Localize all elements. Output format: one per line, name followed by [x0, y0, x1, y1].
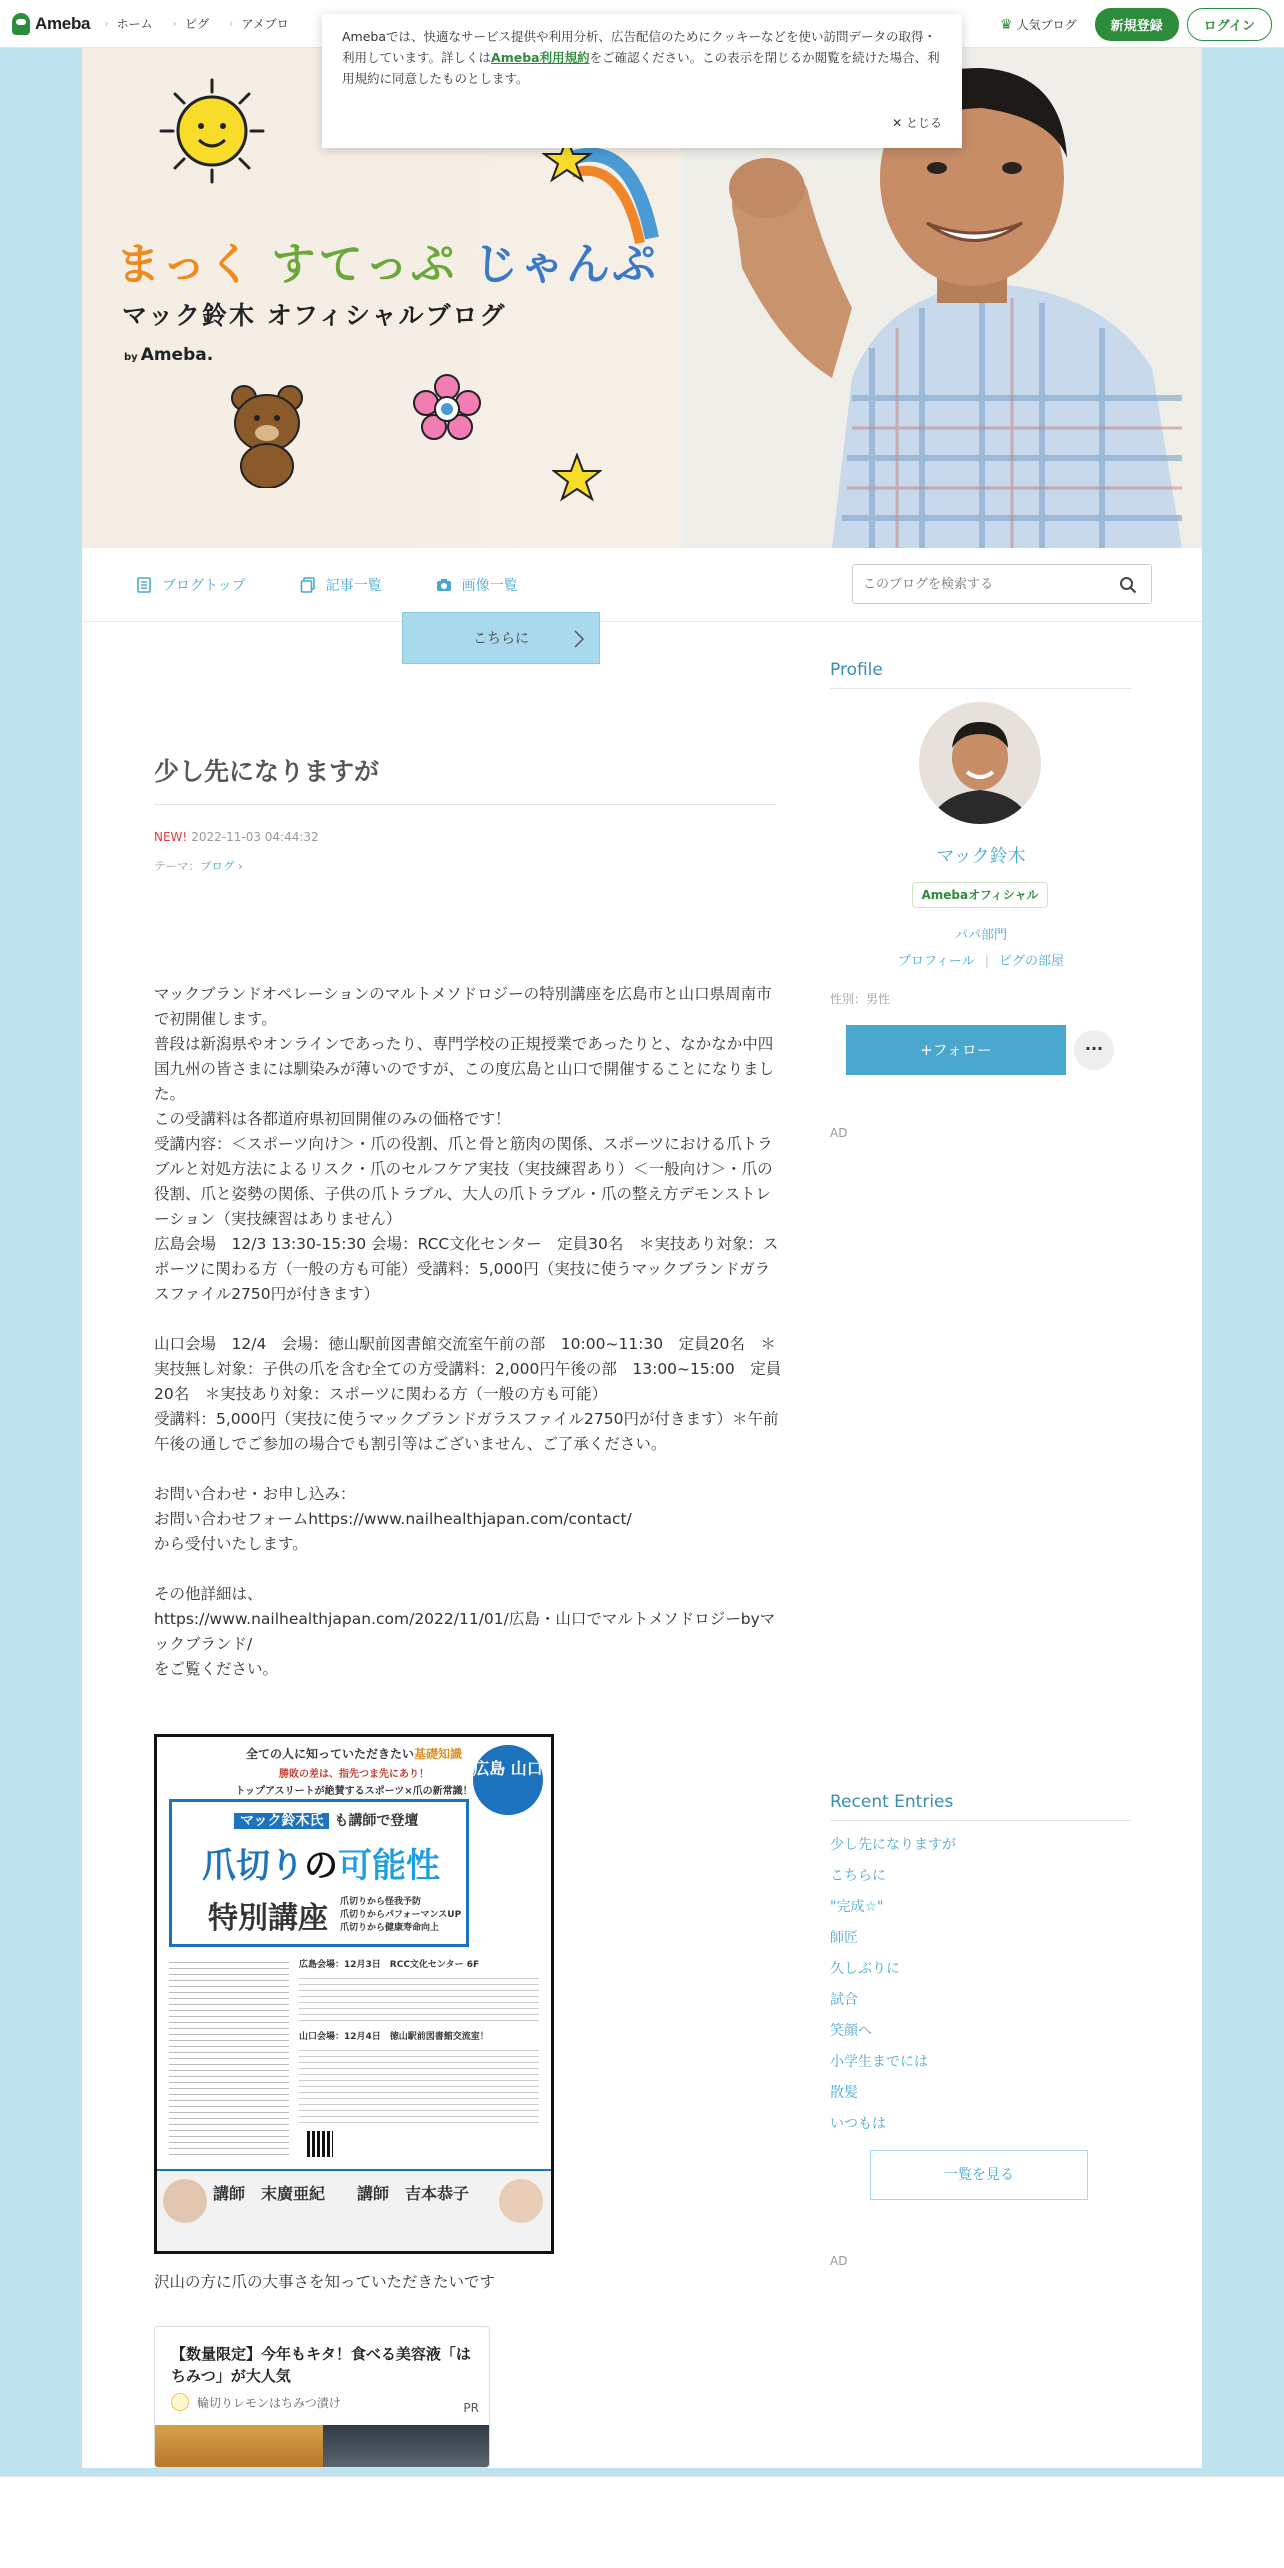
global-nav-home[interactable] [104, 15, 152, 32]
flyer-speaker [234, 1810, 466, 1830]
blog-top-label: ブログトップ [162, 577, 246, 594]
terms-link[interactable]: Ameba利用規約 [491, 50, 590, 65]
recent-entry[interactable]: こちらに [830, 1868, 886, 1884]
ad-title: 【数量限定】今年もキタ！食べる美容液「はちみつ」が大人気 [171, 2345, 471, 2385]
content-area [82, 48, 1202, 2468]
flyer-top-text: 全ての人に知っていただきたい [245, 1747, 414, 1761]
recent-entry[interactable]: 試合 [830, 1992, 858, 2008]
date-text: 2022-11-03 04:44:32 [191, 830, 319, 844]
follow-button[interactable]: +フォロー [846, 1025, 1066, 1075]
recent-entry[interactable]: 久しぶりに [830, 1961, 900, 1977]
login-button[interactable]: ログイン [1187, 8, 1272, 41]
nav-label: ホーム [116, 17, 153, 31]
nav-separator-icon: › [104, 17, 109, 30]
signup-button[interactable]: 新規登録 [1095, 8, 1179, 41]
by-brand: Ameba. [140, 345, 214, 365]
flyer-top-em: 基礎知識 [414, 1747, 463, 1761]
profile-heading: Profile [830, 660, 883, 680]
nav-label: ピグ [185, 17, 210, 31]
article-body [154, 982, 784, 1682]
title-divider [154, 804, 776, 805]
theme-link[interactable]: ブログ › [200, 859, 243, 873]
ad-source [171, 2393, 473, 2411]
body-paragraph: マックブランドオペレーションのマルトメソドロジーの特別講座を広島市と山口県周南市で初開催します。 [154, 985, 772, 1028]
cookie-text-end: をご確認ください。この表示を閉じるか閲覧を続けた場合、利用規約に同意したものとします。 [342, 50, 940, 86]
profile-divider [830, 688, 1132, 689]
global-nav [104, 15, 309, 32]
pr-label: PR [463, 2401, 479, 2415]
ameba-logo[interactable] [12, 0, 90, 48]
recent-entry[interactable]: 少し先になりますが [830, 1837, 956, 1853]
new-label: NEW! [154, 830, 188, 844]
qr-code-icon [307, 2131, 333, 2157]
flyer-speaker-name: マック鈴木氏 [234, 1813, 329, 1829]
article-theme [154, 858, 243, 874]
nav-label: アメブロ [241, 17, 289, 31]
prev-entry-button[interactable] [402, 612, 600, 664]
lecturer-2-name: 講師 吉本恭子 [357, 2184, 470, 2203]
flyer-main-title [202, 1838, 466, 1887]
flyer-point: 爪切りからパフォーマンスUP [340, 1909, 462, 1920]
contact-link[interactable]: お問い合わせフォームhttps://www.nailhealthjapan.com/contact/ [154, 1510, 632, 1528]
body-paragraph: から受付いたします。 [154, 1535, 308, 1553]
body-paragraph: 山口会場 12/4 会場：徳山駅前図書館交流室午前の部 10:00~11:30 定員20名 ＊実技無し対象：子供の爪を含む全ての方受講料：2,000円午後の部 13:00~15:00 定員20名 ＊実技あり対象：スポーツに関わる方（一般の方も可能） [154, 1335, 782, 1403]
more-options-button[interactable]: ··· [1074, 1030, 1114, 1070]
cookie-close-button[interactable] [892, 113, 942, 134]
title-part-3: じゃんぷ [473, 239, 658, 290]
recent-entry[interactable]: いつもは [830, 2116, 886, 2132]
recent-entries-list [830, 1834, 1132, 2144]
flyer-venue-2-details [299, 2045, 539, 2125]
blog-subtitle: マック鈴木 オフィシャルブログ [122, 301, 507, 330]
flyer-point: 爪切りから健康寿命向上 [340, 1922, 440, 1933]
profile-gender: 性別：男性 [830, 992, 891, 1006]
flyer-title-box [169, 1799, 469, 1947]
bottom-bar [0, 2476, 1284, 2568]
ad-image-jar [323, 2425, 490, 2468]
global-nav-ameblo[interactable] [229, 15, 289, 32]
ameba-logo-icon [12, 13, 30, 35]
flyer-place-badge: 広島 山口 [473, 1745, 543, 1815]
ad-label-2: AD [830, 2254, 848, 2268]
flyer-line-2: 勝敗の差は、指先つま先にあり！ [279, 1769, 429, 1780]
sponsored-ad-card[interactable] [154, 2326, 490, 2468]
ad-image-honey [155, 2425, 323, 2468]
body-paragraph: お問い合わせ・お申し込み： [154, 1485, 356, 1503]
detail-link[interactable]: https://www.nailhealthjapan.com/2022/11/01/広島・山口でマルトメソドロジーbyマックブランド/ [154, 1610, 776, 1653]
lemon-icon [171, 2393, 189, 2411]
flyer-main-1c: 可能性 [338, 1846, 440, 1886]
title-part-1: まっく [116, 239, 254, 290]
body-spacer [154, 1307, 784, 1332]
flyer-main-2: 特別講座 [208, 1901, 328, 1936]
recent-entry[interactable]: 笑顔へ [830, 2023, 872, 2039]
body-paragraph: その他詳細は、 [154, 1585, 263, 1603]
recent-entry[interactable]: "完成☆" [830, 1899, 884, 1915]
profile-avatar[interactable] [919, 702, 1041, 824]
recent-entry[interactable]: 散髪 [830, 2085, 858, 2101]
cookie-notice [322, 14, 962, 148]
prev-entry-label: こちらに [473, 631, 529, 647]
lecturer-2-photo [499, 2179, 543, 2223]
ad-source-name: 輪切りレモンはちみつ漬け [197, 2395, 341, 2410]
image-list-label: 画像一覧 [461, 577, 518, 594]
lecturer-1-photo [163, 2179, 207, 2223]
ameba-logo-text: Ameba [35, 13, 91, 33]
chevron-right-icon [573, 629, 585, 649]
pig-room-link[interactable]: ピグの部屋 [999, 954, 1065, 969]
flyer-lecturers [157, 2169, 551, 2251]
flyer-main-1b: の [304, 1846, 338, 1886]
recent-entries-heading: Recent Entries [830, 1792, 954, 1812]
body-paragraph: 受講内容：＜スポーツ向け＞・爪の役割、爪と骨と筋肉の関係、スポーツにおける爪トラブルと対処方法によるリスク・爪のセルフケア実技（実技練習あり）＜一般向け＞・爪の役割、爪と姿勢の関係、子供の爪トラブル、大人の爪トラブル・爪の整え方デモンストレーション（実技練習はありません） [154, 1135, 773, 1228]
body-paragraph: をご覧ください。 [154, 1660, 279, 1678]
nav-separator-icon: › [229, 17, 234, 30]
title-part-2: すてっぷ [271, 239, 457, 290]
ad-label-1: AD [830, 1126, 848, 1140]
article-list-label: 記事一覧 [325, 577, 382, 594]
article-title: 少し先になりますが [154, 757, 380, 786]
flyer-points [340, 1896, 461, 1935]
official-badge: Amebaオフィシャル [912, 882, 1048, 908]
profile-name[interactable]: マック鈴木 [936, 846, 1026, 867]
recent-entry[interactable]: 師匠 [830, 1930, 858, 1946]
by-prefix: by [124, 352, 138, 363]
see-all-button[interactable]: 一覧を見る [870, 2150, 1088, 2200]
cookie-text: Amebaでは、快適なサービス提供や利用分析、広告配信のためにクッキーなどを使い訪問データの取得・利用しています。詳しくは [342, 29, 937, 65]
body-paragraph: 受講料：5,000円（実技に使うマックブランドガラスファイル2750円が付きます）＊午前午後の通しでご参加の場合でも割引等はございません、ご了承ください。 [154, 1410, 779, 1453]
flyer-point: 爪切りから怪我予防 [340, 1896, 422, 1907]
ad-image [155, 2425, 490, 2468]
nav-separator-icon: › [172, 17, 178, 30]
flyer-venue-1-details [299, 1973, 539, 2023]
close-icon: ✕ [892, 116, 906, 130]
theme-label: テーマ： [154, 859, 200, 873]
event-flyer-image[interactable] [154, 1734, 554, 2254]
recent-divider [830, 1820, 1132, 1821]
body-paragraph: 普段は新潟県やオンラインであったり、専門学校の正規授業であったりと、なかなか中四国九州の皆さまには馴染みが薄いのですが、この度広島と山口で開催することになりました。 [154, 1035, 775, 1103]
popular-blog-link[interactable] [1000, 16, 1077, 33]
profile-link[interactable]: プロフィール [897, 954, 975, 969]
link-divider: | [984, 954, 990, 969]
body-spacer [154, 1457, 784, 1482]
flyer-line-3: トップアスリートが絶賛するスポーツ×爪の新常識！ [235, 1786, 473, 1797]
flyer-subtitle [208, 1893, 466, 1937]
flyer-description-text [169, 1957, 289, 2157]
flyer-speaker-suffix: も講師で登壇 [334, 1813, 419, 1829]
crown-icon: ♛ [1000, 16, 1013, 33]
lecturer-1-name: 講師 末廣亜紀 [213, 2184, 326, 2203]
profile-links [830, 950, 1132, 969]
cookie-close-label: とじる [905, 116, 942, 130]
body-paragraph: 広島会場 12/3 13:30-15:30 会場：RCC文化センター 定員30名 ＊実技あり対象：スポーツに関わる方（一般の方も可能）受講料：5,000円（実技に使うマックブランドガラスファイル2750円が付きます） [154, 1235, 779, 1303]
image-caption: 沢山の方に爪の大事さを知っていただきたいです [154, 2273, 496, 2291]
flyer-venue-1: 広島会場：12月3日 RCC文化センター 6F [299, 1960, 480, 1970]
avatar-portrait [919, 702, 1041, 824]
body-spacer [154, 1557, 784, 1582]
popular-blog-label: 人気ブログ [1016, 18, 1077, 32]
body-paragraph: この受講料は各都道府県初回開催のみの価格です！ [154, 1110, 511, 1128]
global-nav-pigg[interactable] [173, 15, 209, 32]
header-actions [1000, 8, 1272, 41]
recent-entry[interactable]: 小学生までには [830, 2054, 928, 2070]
theme-name: ブログ [200, 859, 235, 873]
category-link[interactable]: パパ部門 [954, 928, 1007, 943]
flyer-venue-2: 山口会場：12月4日 徳山駅前図書館交流室！ [299, 2032, 489, 2042]
article-date [154, 830, 319, 844]
flyer-main-1a: 爪切り [202, 1846, 304, 1886]
